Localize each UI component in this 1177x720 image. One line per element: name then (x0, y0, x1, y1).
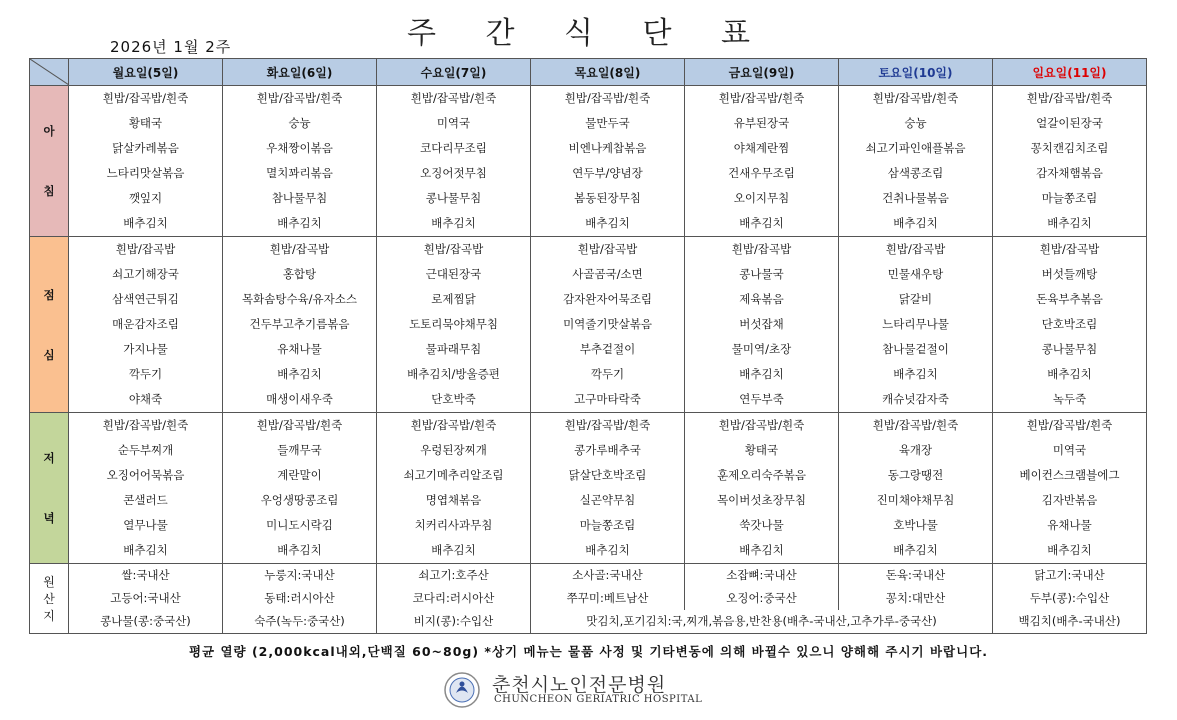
menu-item: 배추김치 (893, 543, 938, 557)
origin-row-last (30, 610, 1147, 634)
menu-item: 단호박조림 (1041, 317, 1098, 331)
menu-item: 명엽채볶음 (425, 493, 482, 507)
menu-item: 흰밥/잡곡밥/흰죽 (410, 418, 497, 432)
menu-item: 우엉생땅콩조림 (260, 493, 339, 507)
breakfast-day-cell (377, 86, 531, 237)
breakfast-day-cell (531, 86, 685, 237)
menu-item: 마늘쫑조림 (1041, 191, 1098, 205)
breakfast-day-cell (993, 86, 1147, 237)
lunch-row (30, 237, 1147, 413)
origin-cell: 코다리:러시아산 (377, 587, 531, 610)
menu-item: 녹두죽 (1052, 392, 1087, 406)
menu-item: 배추김치 (277, 216, 322, 230)
menu-item: 삼색연근튀김 (112, 292, 179, 306)
menu-item: 배추김치 (1047, 543, 1092, 557)
dinner-day-cell (685, 413, 839, 564)
menu-item: 쇠고기파인애플볶음 (865, 141, 966, 155)
menu-item: 건새우무조림 (728, 166, 795, 180)
menu-item: 황태국 (744, 443, 779, 457)
dinner-label (30, 413, 69, 564)
origin-cell: 두부(콩):수입산 (993, 587, 1147, 610)
menu-item: 진미채야채무침 (876, 493, 955, 507)
menu-item: 배추김치 (277, 543, 322, 557)
origin-label-char: 지 (43, 609, 55, 623)
menu-item: 마늘쫑조림 (579, 518, 636, 532)
menu-item: 감자완자어묵조림 (563, 292, 652, 306)
weekly-menu-table (29, 58, 1147, 634)
origin-cell: 닭고기:국내산 (993, 564, 1147, 588)
menu-item: 배추김치 (739, 367, 784, 381)
menu-item: 숭늉 (904, 116, 927, 130)
menu-item: 열무나물 (123, 518, 168, 532)
menu-item: 야채죽 (128, 392, 163, 406)
hospital-name-en: CHUNCHEON GERIATRIC HOSPITAL (494, 694, 703, 705)
menu-item: 느타리무나물 (882, 317, 949, 331)
origin-label-char: 원 (43, 575, 55, 589)
day-header: 금요일(9일) (685, 59, 839, 86)
menu-item: 느타리맛살볶음 (106, 166, 185, 180)
menu-item: 우채짱이볶음 (266, 141, 333, 155)
menu-item: 흰밥/잡곡밥/흰죽 (102, 418, 189, 432)
menu-item: 배추김치 (123, 216, 168, 230)
menu-item: 미역국 (1052, 443, 1087, 457)
breakfast-row (30, 86, 1147, 237)
menu-item: 배추김치 (431, 216, 476, 230)
lunch-day-cell (223, 237, 377, 413)
meal-label-char: 침 (43, 184, 55, 198)
footer-note: 평균 열량 (2,000kcal내외,단백질 60~80g) *상기 메뉴는 물품 사정 및 기타변동에 의해 바뀔수 있으니 양해해 주시기 바랍니다. (188, 644, 989, 659)
breakfast-label (30, 86, 69, 237)
origin-cell: 맛김치,포기김치:국,찌개,볶음용,반찬용(배추-국내산,고추가루-중국산) (531, 610, 993, 634)
menu-item: 목화솜탕수육/유자소스 (242, 292, 357, 306)
menu-item: 유채나물 (1047, 518, 1092, 532)
dinner-day-cell (839, 413, 993, 564)
origin-cell: 돈육:국내산 (839, 564, 993, 588)
origin-cell: 쭈꾸미:베트남산 (531, 587, 685, 610)
menu-item: 버섯잡채 (739, 317, 784, 331)
origin-cell: 소잡뼈:국내산 (685, 564, 839, 588)
menu-item: 배추김치 (585, 543, 630, 557)
origin-cell: 콩나물(콩:중국산) (69, 610, 223, 634)
menu-item: 흰밥/잡곡밥/흰죽 (718, 91, 805, 105)
meal-label-char: 아 (43, 124, 55, 138)
menu-item: 동그랑땡전 (887, 468, 944, 482)
menu-item: 흰밥/잡곡밥/흰죽 (872, 418, 959, 432)
menu-item: 봄동된장무침 (574, 191, 641, 205)
lunch-day-cell (69, 237, 223, 413)
menu-item: 흰밥/잡곡밥/흰죽 (102, 91, 189, 105)
menu-item: 유채나물 (277, 342, 322, 356)
menu-item: 흰밥/잡곡밥/흰죽 (872, 91, 959, 105)
hospital-name: 춘천시노인전문병원 (492, 674, 667, 696)
menu-item: 배추김치 (277, 367, 322, 381)
meal-label-char: 점 (43, 287, 55, 302)
menu-item: 숭늉 (288, 116, 311, 130)
menu-item: 매운감자조림 (112, 317, 179, 331)
menu-item: 배추김치 (585, 216, 630, 230)
menu-item: 흰밥/잡곡밥/흰죽 (564, 418, 651, 432)
menu-item: 닭살단호박조림 (568, 468, 647, 482)
menu-item: 건취나물볶음 (882, 191, 949, 205)
menu-item: 흰밥/잡곡밥 (1039, 242, 1100, 256)
day-header-row (30, 59, 1147, 86)
menu-item: 배추김치 (1047, 367, 1092, 381)
day-header: 화요일(6일) (223, 59, 377, 86)
day-header-sunday: 일요일(11일) (993, 59, 1147, 86)
origin-cell: 쌀:국내산 (69, 564, 223, 588)
menu-item: 흰밥/잡곡밥/흰죽 (410, 91, 497, 105)
menu-item: 가지나물 (123, 342, 168, 356)
menu-item: 유부된장국 (733, 116, 790, 130)
menu-item: 쇠고기해장국 (112, 267, 179, 281)
menu-item: 순두부찌개 (117, 443, 174, 457)
menu-item: 부추겉절이 (579, 342, 636, 356)
menu-item: 야채계란찜 (733, 141, 790, 155)
menu-item: 배추김치 (123, 543, 168, 557)
lunch-day-cell (839, 237, 993, 413)
menu-item: 멸치꽈리볶음 (266, 166, 333, 180)
menu-item: 흰밥/잡곡밥/흰죽 (256, 418, 343, 432)
menu-item: 코다리무조림 (420, 141, 487, 155)
menu-item: 흰밥/잡곡밥 (423, 242, 484, 256)
origin-cell: 쇠고기:호주산 (377, 564, 531, 588)
dinner-row (30, 413, 1147, 564)
menu-item: 흰밥/잡곡밥/흰죽 (1026, 91, 1113, 105)
breakfast-day-cell (839, 86, 993, 237)
menu-item: 제육볶음 (739, 292, 784, 306)
menu-item: 우렁된장찌개 (420, 443, 487, 457)
menu-item: 콩나물무침 (1041, 342, 1098, 356)
menu-item: 흰밥/잡곡밥 (115, 242, 176, 256)
menu-item: 깍두기 (590, 367, 625, 381)
menu-item: 쇠고기메추리알조림 (403, 468, 504, 482)
lunch-day-cell (531, 237, 685, 413)
origin-cell: 동태:러시아산 (223, 587, 377, 610)
dinner-day-cell (69, 413, 223, 564)
menu-item: 오징어젓무침 (420, 166, 487, 180)
menu-item: 삼색콩조림 (887, 166, 944, 180)
menu-item: 배추김치 (893, 216, 938, 230)
menu-item: 돈육부추볶음 (1036, 292, 1103, 306)
menu-item: 매생이새우죽 (266, 392, 333, 406)
day-header: 월요일(5일) (69, 59, 223, 86)
menu-item: 물파래무침 (425, 342, 482, 356)
menu-item: 미역국 (436, 116, 471, 130)
menu-item: 훈제오리숙주볶음 (717, 468, 806, 482)
menu-item: 치커리사과무침 (414, 518, 493, 532)
menu-item: 배추김치 (739, 543, 784, 557)
menu-item: 민물새우탕 (887, 267, 944, 281)
day-header: 목요일(8일) (531, 59, 685, 86)
menu-item: 김자반볶음 (1041, 493, 1098, 507)
page-title: 주 간 식 단 표 (406, 16, 771, 51)
menu-item: 배추김치/방울증편 (407, 367, 500, 381)
dinner-day-cell (993, 413, 1147, 564)
origin-cell: 누룽지:국내산 (223, 564, 377, 588)
menu-item: 오이지무침 (733, 191, 790, 205)
menu-item: 로제찜닭 (431, 292, 476, 306)
menu-item: 물미역/초장 (731, 342, 792, 356)
dinner-day-cell (223, 413, 377, 564)
menu-item: 흰밥/잡곡밥/흰죽 (564, 91, 651, 105)
menu-item: 콘샐러드 (123, 493, 168, 507)
origin-cell: 백김치(배추-국내산) (993, 610, 1147, 634)
menu-item: 흰밥/잡곡밥 (577, 242, 638, 256)
menu-item: 비엔나케찹볶음 (568, 141, 647, 155)
menu-item: 닭갈비 (898, 292, 933, 306)
breakfast-day-cell (223, 86, 377, 237)
menu-item: 배추김치 (739, 216, 784, 230)
menu-item: 흰밥/잡곡밥/흰죽 (1026, 418, 1113, 432)
origin-label-char: 산 (43, 592, 55, 606)
menu-item: 쑥갓나물 (739, 518, 784, 532)
menu-item: 배추김치 (1047, 216, 1092, 230)
origin-cell: 비지(콩):수입산 (377, 610, 531, 634)
menu-item: 육개장 (898, 443, 933, 457)
menu-item: 캐슈넛감자죽 (882, 392, 949, 406)
menu-item: 계란말이 (277, 468, 322, 482)
dinner-day-cell (531, 413, 685, 564)
menu-item: 얼갈이된장국 (1036, 116, 1103, 130)
origin-row (30, 587, 1147, 610)
origin-cell: 오징어:중국산 (685, 587, 839, 610)
menu-item: 꽁치캔김치조림 (1030, 141, 1109, 155)
origin-cell: 숙주(녹두:중국산) (223, 610, 377, 634)
menu-item: 연두부죽 (739, 392, 784, 406)
menu-body (30, 86, 1147, 634)
menu-item: 콩가루배추국 (574, 443, 641, 457)
origin-cell: 고등어:국내산 (69, 587, 223, 610)
menu-item: 목이버섯초장무침 (717, 493, 806, 507)
breakfast-day-cell (69, 86, 223, 237)
week-label: 2026년 1월 2주 (110, 38, 232, 56)
origin-cell: 꽁치:대만산 (839, 587, 993, 610)
menu-item: 실곤약무침 (579, 493, 636, 507)
menu-item: 들깨무국 (277, 443, 322, 457)
menu-item: 흰밥/잡곡밥/흰죽 (718, 418, 805, 432)
menu-item: 오징어어묵볶음 (106, 468, 185, 482)
menu-item: 연두부/양념장 (572, 166, 643, 180)
origin-row (30, 564, 1147, 588)
lunch-day-cell (685, 237, 839, 413)
hospital-logo (442, 670, 742, 710)
menu-item: 배추김치 (431, 543, 476, 557)
day-header-saturday: 토요일(10일) (839, 59, 993, 86)
meal-label-char: 녁 (43, 511, 55, 525)
lunch-label (30, 237, 69, 413)
day-header: 수요일(7일) (377, 59, 531, 86)
menu-item: 호박나물 (893, 518, 938, 532)
menu-item: 미니도시락김 (266, 518, 333, 532)
meal-label-char: 심 (43, 347, 55, 362)
menu-item: 감자채햄볶음 (1036, 166, 1103, 180)
menu-item: 흰밥/잡곡밥 (885, 242, 946, 256)
menu-item: 미역줄기맛살볶음 (563, 317, 652, 331)
menu-item: 깍두기 (128, 367, 163, 381)
menu-item: 흰밥/잡곡밥 (731, 242, 792, 256)
dinner-day-cell (377, 413, 531, 564)
menu-item: 참나물무침 (271, 191, 328, 205)
menu-item: 버섯들깨탕 (1041, 267, 1098, 281)
menu-item: 베이컨스크램블에그 (1019, 468, 1120, 482)
menu-item: 깻잎지 (128, 191, 163, 205)
menu-item: 단호박죽 (431, 392, 476, 406)
menu-item: 황태국 (128, 116, 163, 130)
menu-item: 근대된장국 (425, 267, 482, 281)
diagonal-line (30, 59, 69, 85)
menu-item: 홍합탕 (282, 267, 317, 281)
menu-item: 물만두국 (585, 116, 630, 130)
breakfast-day-cell (685, 86, 839, 237)
meal-label-char: 저 (43, 451, 55, 465)
menu-item: 흰밥/잡곡밥/흰죽 (256, 91, 343, 105)
corner-cell (30, 59, 69, 86)
menu-item: 콩나물국 (739, 267, 784, 281)
menu-item: 건두부고추기름볶음 (249, 317, 350, 331)
menu-item: 배추김치 (893, 367, 938, 381)
lunch-day-cell (377, 237, 531, 413)
origin-label (30, 564, 69, 634)
menu-item: 사골곰국/소면 (572, 267, 643, 281)
hospital-emblem-icon (442, 670, 482, 710)
lunch-day-cell (993, 237, 1147, 413)
menu-item: 고구마타락죽 (574, 392, 641, 406)
menu-item: 참나물겉절이 (882, 342, 949, 356)
menu-item: 흰밥/잡곡밥 (269, 242, 330, 256)
menu-item: 도토리묵야채무침 (409, 317, 498, 331)
menu-item: 콩나물무침 (425, 191, 482, 205)
origin-cell: 소사골:국내산 (531, 564, 685, 588)
menu-item: 닭살카레볶음 (112, 141, 179, 155)
